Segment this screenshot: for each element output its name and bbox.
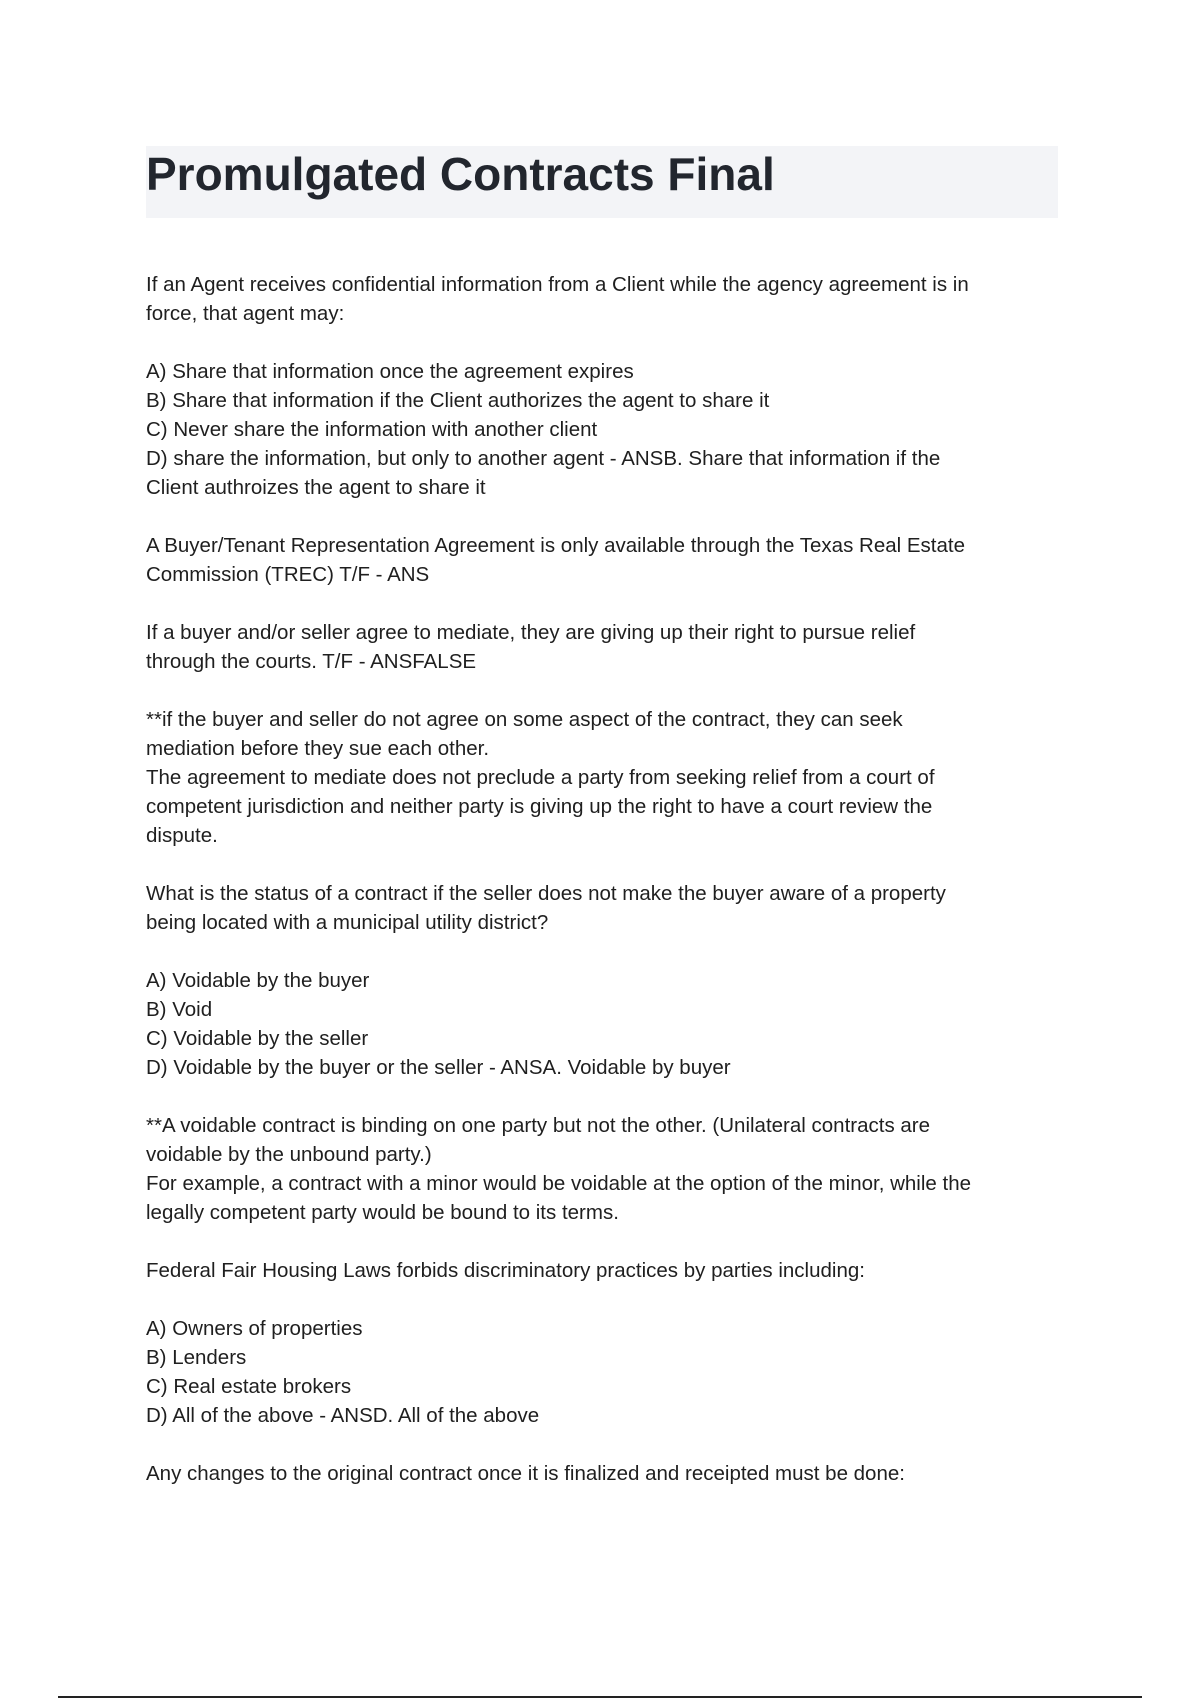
page-title: Promulgated Contracts Final (146, 148, 775, 200)
answer-options (146, 966, 1066, 1082)
document-body (146, 270, 1066, 1517)
question-paragraph (146, 1256, 1066, 1285)
page-divider (58, 1696, 1142, 1698)
option-line: D) share the information, but only to another agent - ANSB. Share that information if the (146, 447, 941, 470)
option-line: Client authroizes the agent to share it (146, 476, 486, 499)
text-line: Any changes to the original contract once it is finalized and receipted must be done: (146, 1462, 905, 1485)
option-line: D) Voidable by the buyer or the seller - ANSA. Voidable by buyer (146, 1056, 731, 1079)
text-line: being located with a municipal utility district? (146, 911, 549, 934)
text-line: If a buyer and/or seller agree to mediate, they are giving up their right to pursue relief (146, 621, 916, 644)
option-line: B) Lenders (146, 1346, 247, 1369)
text-line: Commission (TREC) T/F - ANS (146, 563, 430, 586)
text-line: A Buyer/Tenant Representation Agreement is only available through the Texas Real Estate (146, 534, 965, 557)
text-line: force, that agent may: (146, 302, 345, 325)
explanation-note (146, 705, 1066, 850)
text-line: **if the buyer and seller do not agree on some aspect of the contract, they can seek (146, 708, 903, 731)
option-line: C) Real estate brokers (146, 1375, 352, 1398)
question-paragraph (146, 531, 1066, 589)
text-line: dispute. (146, 824, 218, 847)
text-line: through the courts. T/F - ANSFALSE (146, 650, 477, 673)
question-paragraph (146, 270, 1066, 328)
option-line: D) All of the above - ANSD. All of the above (146, 1404, 540, 1427)
text-line: For example, a contract with a minor would be voidable at the option of the minor, while the (146, 1172, 972, 1195)
explanation-note (146, 1111, 1066, 1227)
option-line: C) Never share the information with another client (146, 418, 598, 441)
text-line: Federal Fair Housing Laws forbids discriminatory practices by parties including: (146, 1259, 865, 1282)
question-paragraph (146, 879, 1066, 937)
option-line: A) Share that information once the agreement expires (146, 360, 634, 383)
text-line: **A voidable contract is binding on one party but not the other. (Unilateral contracts are (146, 1114, 931, 1137)
option-line: B) Share that information if the Client authorizes the agent to share it (146, 389, 770, 412)
text-line: mediation before they sue each other. (146, 737, 490, 760)
option-line: C) Voidable by the seller (146, 1027, 369, 1050)
answer-options (146, 357, 1066, 502)
text-line: voidable by the unbound party.) (146, 1143, 432, 1166)
option-line: B) Void (146, 998, 213, 1021)
text-line: competent jurisdiction and neither party is giving up the right to have a court review the (146, 795, 933, 818)
text-line: The agreement to mediate does not preclude a party from seeking relief from a court of (146, 766, 935, 789)
question-paragraph (146, 1459, 1066, 1488)
text-line: If an Agent receives confidential information from a Client while the agency agreement is in (146, 273, 969, 296)
text-line: legally competent party would be bound to its terms. (146, 1201, 619, 1224)
option-line: A) Voidable by the buyer (146, 969, 370, 992)
question-paragraph (146, 618, 1066, 676)
answer-options (146, 1314, 1066, 1430)
text-line: What is the status of a contract if the seller does not make the buyer aware of a property (146, 882, 946, 905)
option-line: A) Owners of properties (146, 1317, 363, 1340)
